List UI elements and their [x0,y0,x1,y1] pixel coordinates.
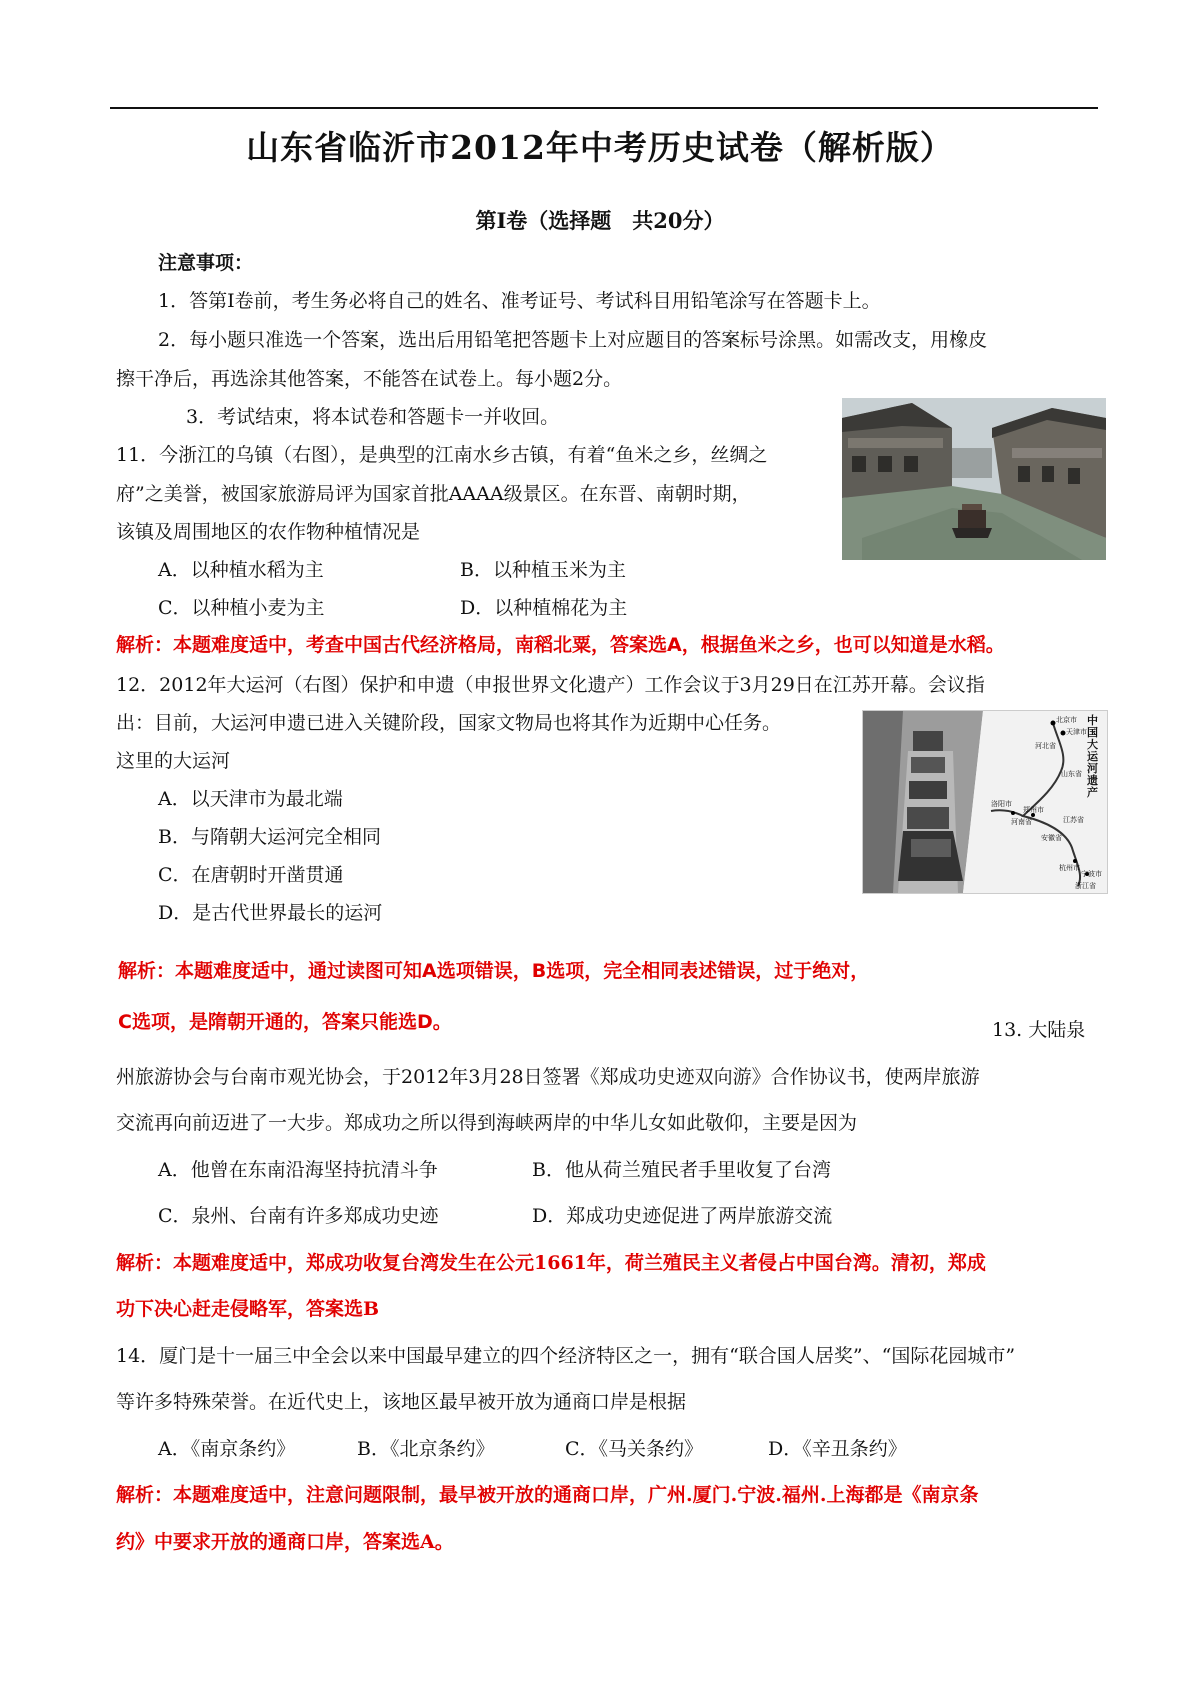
q11-option-d: D．以种植棉花为主 [460,597,628,619]
header-rule [110,107,1098,109]
q14-option-b: B．《北京条约》 [357,1438,495,1460]
map-label-zhejiang: 浙江省 [1075,882,1096,890]
q11-option-c: C．以种植小麦为主 [158,597,325,619]
q13-lead: 13. 大陆泉 [992,1019,1086,1041]
q13-analysis-line-1: 解析：本题难度适中，郑成功收复台湾发生在公元1661年，荷兰殖民主义者侵占中国台湾。清初，郑成 [116,1252,986,1274]
q14-line-2: 等许多特殊荣誉。在近代史上，该地区最早被开放为通商口岸是根据 [116,1391,687,1413]
q11-analysis: 解析：本题难度适中，考查中国古代经济格局，南稻北粟，答案选A，根据鱼米之乡，也可以知道是水稻。 [116,634,1005,656]
q12-analysis-line-2: C选项，是隋朝开通的，答案只能选D。 [118,1011,452,1033]
wuzhen-photo [842,398,1106,560]
map-label-anhui: 安徽省 [1041,834,1062,842]
grand-canal-image [862,710,1108,894]
map-label-beijing: 北京市 [1056,716,1077,724]
map-label-hebei: 河北省 [1035,742,1056,750]
q14-option-d: D．《辛丑条约》 [768,1438,907,1460]
q11-line-1: 11．今浙江的乌镇（右图），是典型的江南水乡古镇，有着“鱼米之乡，丝绸之 [116,444,768,466]
q13-line-2: 交流再向前迈进了一大步。郑成功之所以得到海峡两岸的中华儿女如此敬仰，主要是因为 [116,1112,858,1134]
q12-analysis-line-1: 解析：本题难度适中，通过读图可知A选项错误，B选项，完全相同表述错误，过于绝对， [118,960,870,982]
canal-map-title: 中国大运河遗产 [1087,714,1098,799]
q12-option-c: C．在唐朝时开凿贯通 [158,864,344,886]
map-label-zhengzhou: 郑州市 [1023,806,1044,814]
map-label-luoyang: 洛阳市 [991,800,1012,808]
section-title: 第Ⅰ卷（选择题 共20分） [475,208,725,233]
q14-analysis-line-1: 解析：本题难度适中，注意问题限制，最早被开放的通商口岸，广州.厦门.宁波.福州.上海都是《南京条 [116,1484,979,1506]
q13-option-a: A．他曾在东南沿海坚持抗清斗争 [158,1159,438,1181]
q11-option-a: A．以种植水稻为主 [158,559,324,581]
notice-item-2-cont: 擦干净后，再选涂其他答案，不能答在试卷上。每小题2分。 [116,368,623,390]
notice-item-3: 3．考试结束，将本试卷和答题卡一并收回。 [186,406,560,428]
q14-line-1: 14．厦门是十一届三中全会以来中国最早建立的四个经济特区之一，拥有“联合国人居奖”、“国际花园城市” [116,1345,1016,1367]
map-label-shandong: 山东省 [1061,770,1082,778]
q14-option-a: A．《南京条约》 [158,1438,296,1460]
q13-option-b: B．他从荷兰殖民者手里收复了台湾 [532,1159,831,1181]
map-label-ningbo: 宁波市 [1081,870,1102,878]
wuzhen-photo-drawing [842,398,1106,560]
map-label-henan: 河南省 [1011,818,1032,826]
q12-option-d: D．是古代世界最长的运河 [158,902,383,924]
q12-option-b: B．与隋朝大运河完全相同 [158,826,381,848]
q12-line-3: 这里的大运河 [116,750,231,772]
q13-option-c: C．泉州、台南有许多郑成功史迹 [158,1205,439,1227]
q13-analysis-line-2: 功下决心赶走侵略军，答案选B [116,1298,380,1320]
q11-option-b: B．以种植玉米为主 [460,559,626,581]
notice-item-2: 2．每小题只准选一个答案，选出后用铅笔把答题卡上对应题目的答案标号涂黑。如需改支，用橡皮 [158,329,988,351]
q14-analysis-line-2: 约》中要求开放的通商口岸，答案选A。 [116,1531,454,1553]
q12-line-1: 12．2012年大运河（右图）保护和申遗（申报世界文化遗产）工作会议于3月29日在江苏开幕。会议指 [116,674,985,696]
notice-item-1: 1．答第Ⅰ卷前，考生务必将自己的姓名、准考证号、考试科目用铅笔涂写在答题卡上。 [158,290,881,312]
page-title: 山东省临沂市2012年中考历史试卷（解析版） [246,128,954,167]
q12-option-a: A．以天津市为最北端 [158,788,343,810]
map-label-tianjin: 天津市 [1066,728,1087,736]
q11-line-2: 府”之美誉，被国家旅游局评为国家首批AAAA级景区。在东晋、南朝时期， [116,483,751,505]
q13-line-1: 州旅游协会与台南市观光协会，于2012年3月28日签署《郑成功史迹双向游》合作协议书，使两岸旅游 [116,1066,980,1088]
q12-line-2: 出：目前，大运河申遗已进入关键阶段，国家文物局也将其作为近期中心任务。 [116,712,782,734]
map-label-jiangsu: 江苏省 [1063,816,1084,824]
map-label-hangzhou: 杭州市 [1059,864,1080,872]
notice-heading: 注意事项： [158,252,254,274]
q14-option-c: C．《马关条约》 [565,1438,704,1460]
q11-line-3: 该镇及周围地区的农作物种植情况是 [116,521,421,543]
q13-option-d: D．郑成功史迹促进了两岸旅游交流 [532,1205,833,1227]
